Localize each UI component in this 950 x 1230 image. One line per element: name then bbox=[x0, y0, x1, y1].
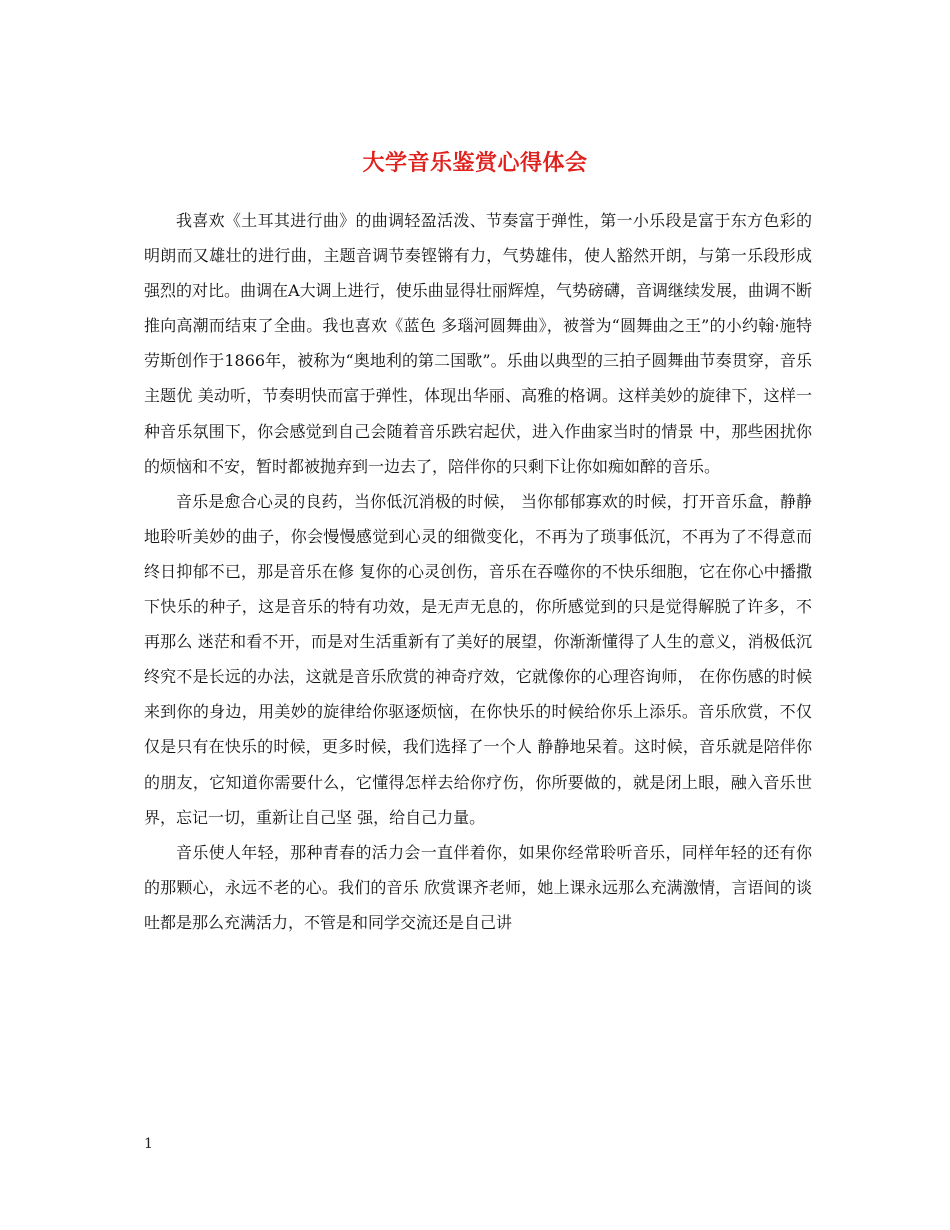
page-number: 1 bbox=[144, 1136, 153, 1152]
document-title: 大学音乐鉴赏心得体会 bbox=[362, 149, 588, 176]
paragraph-music-appreciation-examples: 我喜欢《土耳其进行曲》的曲调轻盈活泼、节奏富于弹性，第一小乐段是富于东方色彩的明朗而又雄壮的进行曲，主题音调节奏铿锵有力，气势雄伟，使人豁然开朗，与第一乐段形成强烈的对比。曲调在A大调上进行，使乐曲显得壮丽辉煌，气势磅礴，音调继续发展，曲调不断推向高潮而结束了全曲。我也喜欢《蓝色 多瑙河圆舞曲》，被誉为“圆舞曲之王”的小约翰·施特劳斯创作于1866年，被称为“奥地利的第二国歌”。乐曲以典型的三拍子圆舞曲节奏贯穿，音乐主题优 美动听，节奏明快而富于弹性，体现出华丽、高雅的格调。这样美妙的旋律下，这样一种音乐氛围下，你会感觉到自己会随着音乐跌宕起伏，进入作曲家当时的情景 中，那些困扰你的烦恼和不安，暂时都被抛弃到一边去了，陪伴你的只剩下让你如痴如醉的音乐。 bbox=[144, 211, 812, 476]
document-body bbox=[144, 203, 812, 940]
paragraph-music-heals-the-heart: 音乐是愈合心灵的良药，当你低沉消极的时候， 当你郁郁寡欢的时候，打开音乐盒，静静地聆听美妙的曲子，你会慢慢感觉到心灵的细微变化，不再为了琐事低沉，不再为了不得意而终日抑郁不已，那是音乐在修 复你的心灵创伤，音乐在吞噬你的不快乐细胞，它在你心中播撒下快乐的种子，这是音乐的特有功效，是无声无息的，你所感觉到的只是觉得解脱了许多，不再那么 迷茫和看不开，而是对生活重新有了美好的展望，你渐渐懂得了人生的意义，消极低沉终究不是长远的办法，这就是音乐欣赏的神奇疗效，它就像你的心理咨询师， 在你伤感的时候来到你的身边，用美妙的旋律给你驱逐烦恼，在你快乐的时候给你乐上添乐。音乐欣赏，不仅仅是只有在快乐的时候，更多时候，我们选择了一个人 静静地呆着。这时候，音乐就是陪伴你的朋友，它知道你需要什么，它懂得怎样去给你疗伤，你所要做的，就是闭上眼，融入音乐世界，忘记一切，重新让自己坚 强，给自己力量。 bbox=[144, 491, 812, 827]
paragraph-music-keeps-you-young: 音乐使人年轻，那种青春的活力会一直伴着你，如果你经常聆听音乐，同样年轻的还有你的那颗心，永远不老的心。我们的音乐 欣赏课齐老师，她上课永远那么充满激情，言语间的谈吐都是那么充满活力，不管是和同学交流还是自己讲 bbox=[144, 842, 812, 932]
